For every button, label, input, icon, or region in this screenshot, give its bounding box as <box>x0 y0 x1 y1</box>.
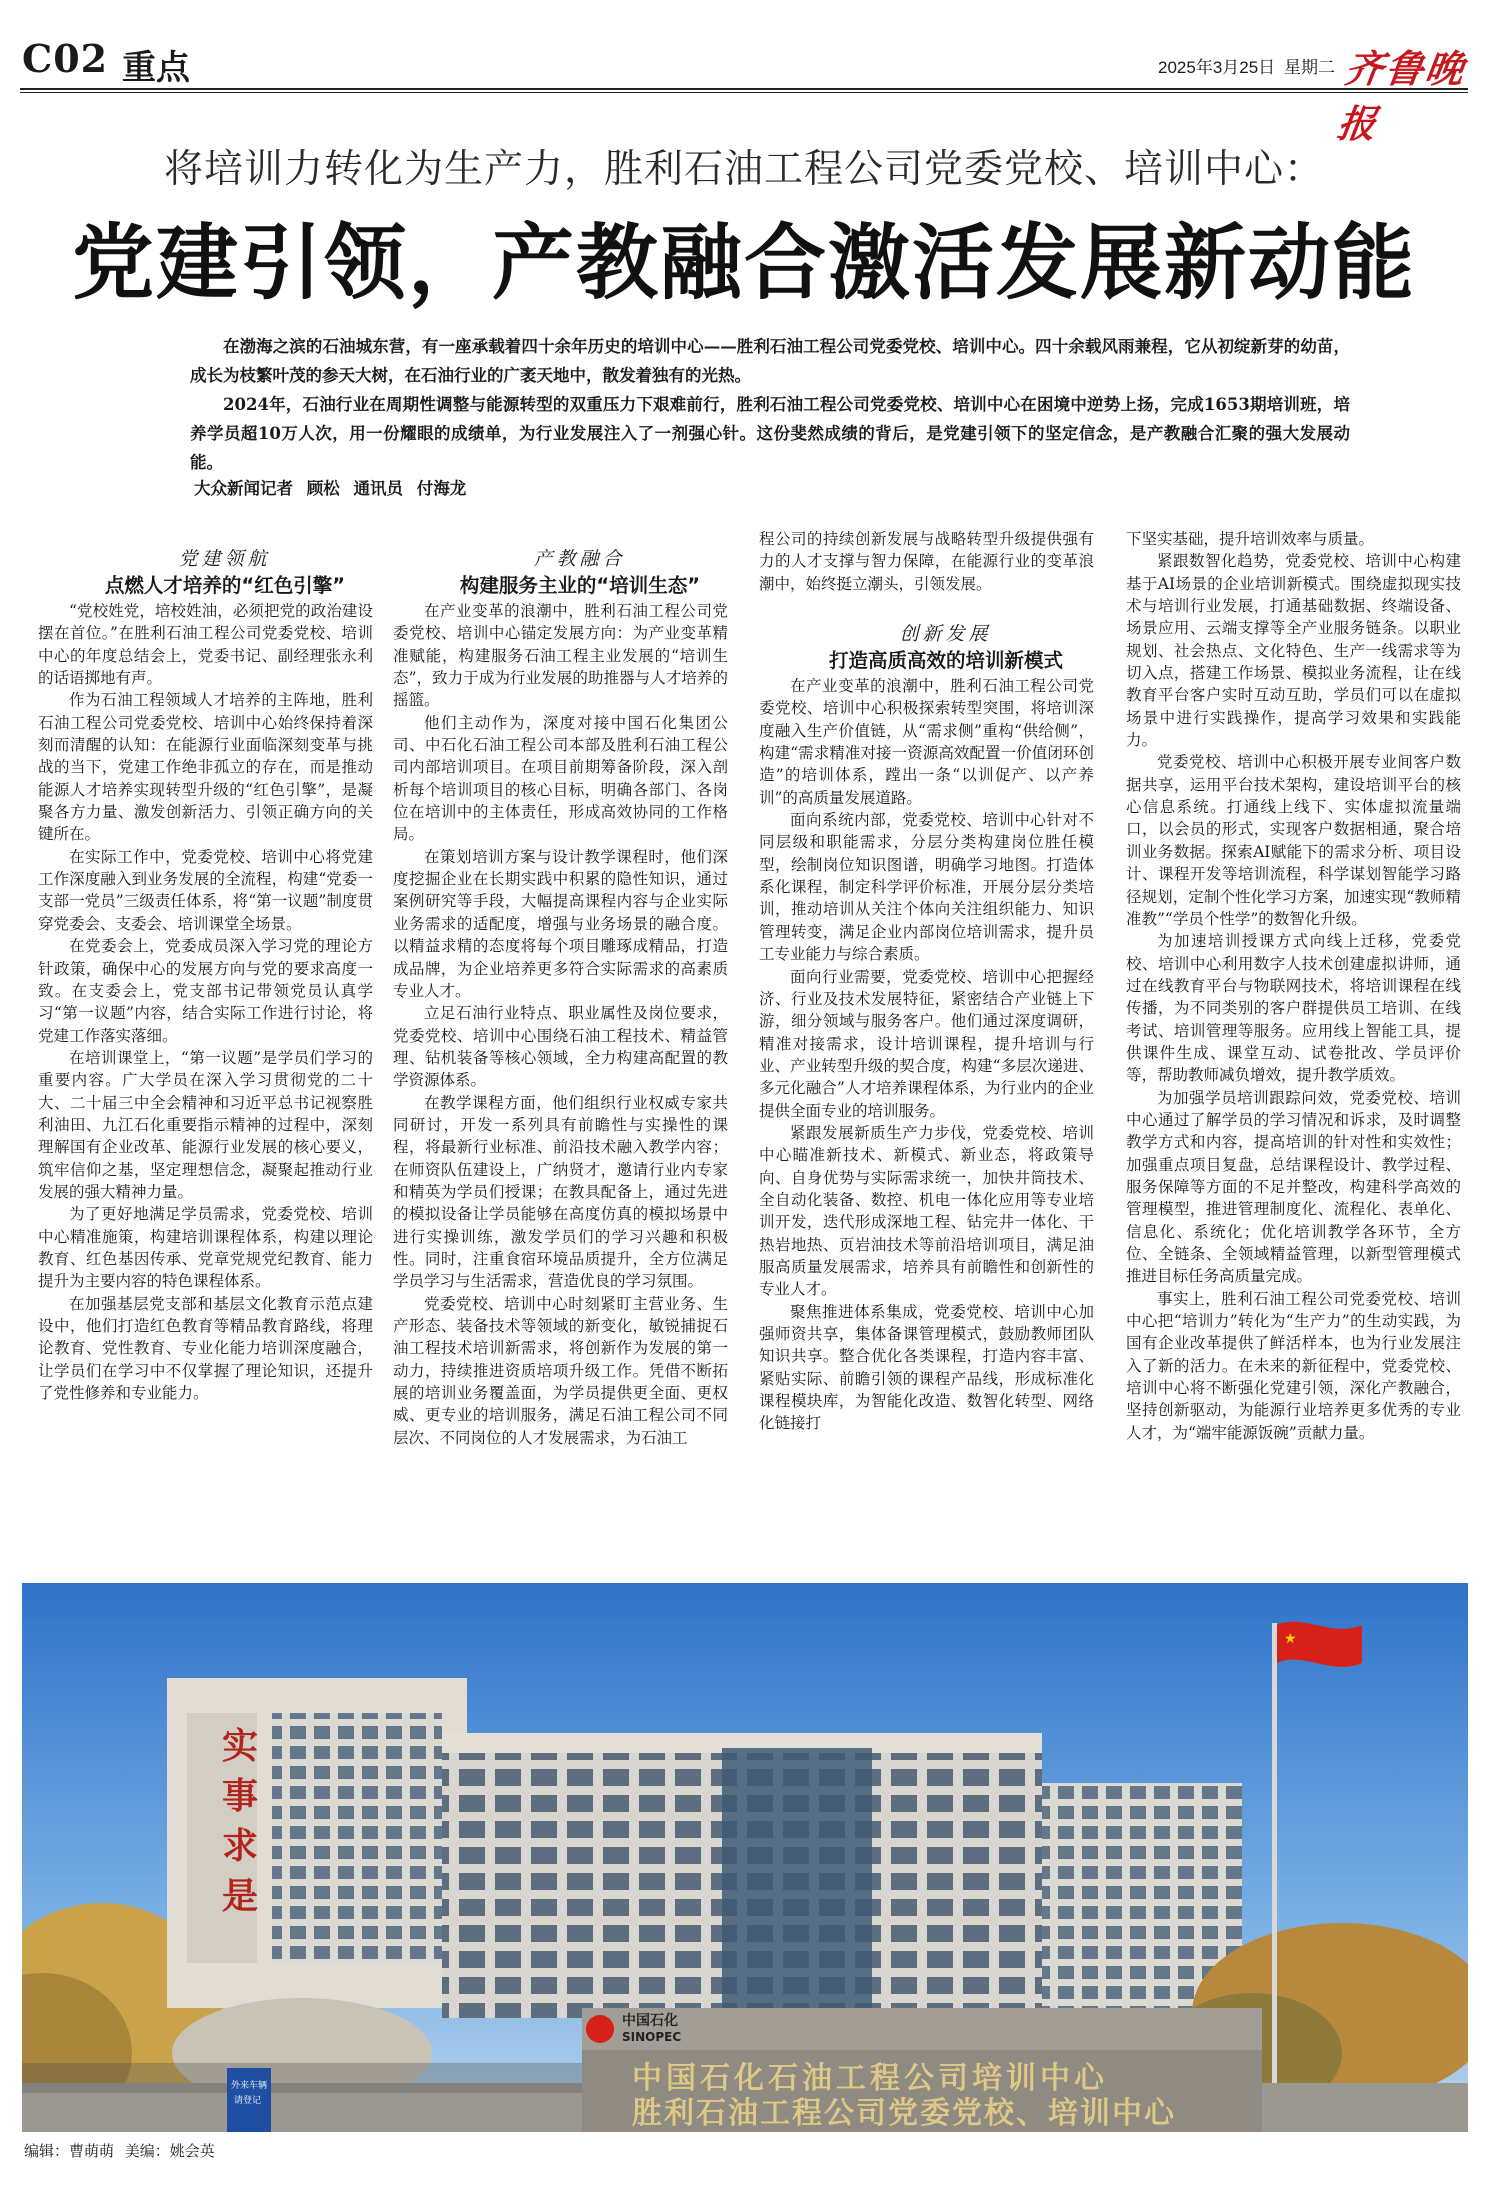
gate-sign-line-2: 胜利石油工程公司党委党校、培训中心 <box>632 2096 1176 2131</box>
section-title: 打造高质高效的培训新模式 <box>828 649 1063 673</box>
page-credits <box>24 2140 221 2161</box>
article-headline: 党建引领，产教融合激活发展新动能 <box>71 216 1416 311</box>
building-slogan-char: 事 <box>222 1775 259 1817</box>
column-1 <box>38 546 373 1404</box>
body-paragraph: 他们主动作为，深度对接中国石化集团公司、中石化石油工程公司本部及胜利石油工程公司内部培训项目。在项目前期筹备阶段，深入剖析每个培训项目的核心目标，明确各部门、各岗位在培训中的主体责任，形成高效协同的工作格局。 <box>393 713 728 844</box>
designer-credit: 美编：姚会英 <box>124 2142 215 2160</box>
header-rule-thin <box>20 92 1468 93</box>
section-title: 点燃人才培养的“红色引擎” <box>104 574 346 597</box>
body-paragraph: “党校姓党，培校姓油，必须把党的政治建设摆在首位。”在胜利石油工程公司党委党校、培训中心的年度总结会上，党委书记、副经理张永利的话语掷地有声。 <box>38 602 373 688</box>
issue-weekday: 星期二 <box>1284 58 1335 78</box>
body-paragraph: 在党委会上，党委成员深入学习党的理论方针政策，确保中心的发展方向与党的要求高度一致。在支委会上，党支部书记带领党员认真学习“第一议题”内容，结合实际工作进行讨论，将党建工作落实落细。 <box>38 937 373 1045</box>
body-paragraph: 面向系统内部，党委党校、培训中心针对不同层级和职能需求，分层分类构建岗位胜任模型，绘制岗位知识图谱，明确学习地图。打造体系化课程，制定科学评价标准，开展分层分类培训，推动培训从关注个体向关注组织能力、知识管理转变，满足企业内部岗位培训需求，提升员工专业能力与综合素质。 <box>759 811 1094 964</box>
svg-text:请登记: 请登记 <box>234 2096 262 2106</box>
body-paragraph: 在实际工作中，党委党校、培训中心将党建工作深度融入到业务发展的全流程，构建“党委一支部一党员”三级责任体系，将“第一议题”制度贯穿党委会、支委会、培训课堂全场景。 <box>38 847 373 933</box>
issue-date: 2025年3月25日 <box>1158 58 1276 77</box>
page-number: C02 <box>22 36 109 81</box>
byline-author: 付海龙 <box>416 479 467 498</box>
body-paragraph: 紧跟发展新质生产力步伐，党委党校、培训中心瞄准新技术、新模式、新业态，将政策导向、自身优势与实际需求统一，加快井筒技术、全自动化装备、数控、机电一体化应用等专业培训开发，迭代形成深地工程、钻完井一体化、干热岩地热、页岩油技术等前沿培训项目，满足油服高质量发展需求，培养具有前瞻性和创新性的专业人才。 <box>759 1123 1094 1299</box>
lead-paragraph: 在渤海之滨的石油城东营，有一座承载着四十余年历史的培训中心——胜利石油工程公司党委党校、培训中心。四十余载风雨兼程，它从初绽新芽的幼苗，成长为枝繁叶茂的参天大树，在石油行业的广袤天地中，散发着独有的光热。 <box>190 337 1350 385</box>
column-2 <box>393 546 728 1449</box>
section-label: 产教融合 <box>533 548 626 570</box>
body-paragraph-continued: 下坚实基础，提升培训效率与质量。 <box>1126 530 1375 548</box>
body-paragraph: 在产业变革的浪潮中，胜利石油工程公司党委党校、培训中心锚定发展方向：为产业变革精准赋能，构建服务石油工程主业发展的“培训生态”，致力于成为行业发展的助推器与人才培养的摇篮。 <box>393 602 728 710</box>
body-paragraph: 在教学课程方面，他们组织行业权威专家共同研讨，开发一系列具有前瞻性与实操性的课程，将最新行业标准、前沿技术融入教学内容；在师资队伍建设上，广纳贤才，邀请行业内专家和精英为学员们授课；在教具配备上，通过先进的模拟设备让学员能够在高度仿真的模拟场景中进行实操训练，激发学员们的学习兴趣和积极性。同时，注重食宿环境品质提升，全方位满足学员学习与生活需求，营造优良的学习氛围。 <box>393 1093 728 1291</box>
body-paragraph: 党委党校、培训中心积极开展专业间客户数据共享，运用平台技术架构，建设培训平台的核心信息系统。打通线上线下、实体虚拟流量端口，以会员的形式，实现客户数据相通，聚合培训业务数据。探索AI赋能下的需求分析、项目设计、课程开发等培训流程，科学谋划智能学习路径规划，定制个性化学习方案，加速实现“教师精准教”“学员个性学”的数智化升级。 <box>1126 753 1461 928</box>
body-paragraph: 聚焦推进体系集成，党委党校、培训中心加强师资共享，集体备课管理模式，鼓励教师团队知识共享。整合优化各类课程，打造内容丰富、紧贴实际、前瞻引领的课程产品线，形成标准化课程模块库，为智能化改造、数智化转型、网络化链接打 <box>759 1302 1094 1433</box>
body-paragraph: 在策划培训方案与设计教学课程时，他们深度挖掘企业在长期实践中积累的隐性知识，通过案例研究等手段，大幅提高课程内容与企业实际业务需求的适配度，增强与业务场景的融合度。以精益求精的态度将每个项目雕琢成精品，打造成品牌，为企业培养更多符合实际需求的高素质专业人才。 <box>393 847 728 1000</box>
svg-text:★: ★ <box>1284 1631 1297 1647</box>
section-name: 重点 <box>122 48 190 88</box>
byline <box>194 475 474 499</box>
flagpole <box>1272 1623 1277 2103</box>
training-center-photo <box>22 1583 1468 2132</box>
body-paragraph: 为加速培训授课方式向线上迁移，党委党校、培训中心利用数字人技术创建虚拟讲师，通过在线教育平台与物联网技术，将培训课程在线传播，为不同类别的客户群提供员工培训、在线考试、培训管理等服务。应用线上智能工具，提供课件生成、课堂互动、试卷批改、学员评价等，帮助教师减负增效，提升教学质效。 <box>1126 932 1461 1085</box>
building-slogan-char: 求 <box>222 1825 259 1867</box>
newspaper-logo: 齐鲁晚报 <box>1334 46 1469 146</box>
svg-text:外来车辆: 外来车辆 <box>231 2081 268 2091</box>
column-4 <box>1126 528 1461 1444</box>
article-lead <box>190 332 1350 477</box>
byline-role: 通讯员 <box>353 479 403 498</box>
gate-sign-line-1: 中国石化石油工程公司培训中心 <box>632 2061 1108 2096</box>
byline-author: 顾松 <box>306 479 340 498</box>
body-paragraph-continued: 程公司的持续创新发展与战略转型升级提供强有力的人才支撑与智力保障，在能源行业的变革浪潮中，始终挺立潮头，引领发展。 <box>759 530 1094 593</box>
header-rule <box>20 88 1468 90</box>
building-slogan-char: 实 <box>222 1725 259 1767</box>
section-label: 党建领航 <box>178 548 271 570</box>
article-kicker: 将培训力转化为生产力，胜利石油工程公司党委党校、培训中心： <box>163 147 1324 192</box>
section-label: 创新发展 <box>899 623 992 646</box>
body-paragraph: 作为石油工程领域人才培养的主阵地，胜利石油工程公司党委党校、培训中心始终保持着深刻而清醒的认知：在能源行业面临深刻变革与挑战的当下，党建工作绝非孤立的存在，而是推动能源人才培养实现转型升级的“红色引擎”，是凝聚各方力量、激发创新活力、引领正确方向的关键所在。 <box>38 691 373 844</box>
body-paragraph: 事实上，胜利石油工程公司党委党校、培训中心把“培训力”转化为“生产力”的生动实践，为国有企业改革提供了鲜活样本，也为行业发展注入了新的活力。在未来的新征程中，党委党校、培训中心将不断强化党建引领，深化产教融合，坚持创新驱动，为能源行业培养更多优秀的专业人才，为“端牢能源饭碗”贡献力量。 <box>1126 1289 1461 1442</box>
body-paragraph: 紧跟数智化趋势，党委党校、培训中心构建基于AI场景的企业培训新模式。围绕虚拟现实技术与培训行业发展，打通基础数据、终端设备、场景应用、云端支撑等全产业服务链条。以职业规划、社会热点、文化特色、生产一线需求等为切入点，搭建工作场景、模拟业务流程，让在线教育平台客户实时互动互助，学员们可以在虚拟场景中进行实践操作，提高学习效果和实践能力。 <box>1126 552 1461 750</box>
body-paragraph: 党委党校、培训中心时刻紧盯主营业务、生产形态、装备技术等领域的新变化，敏锐捕捉石油工程技术培训新需求，将创新作为发展的第一动力，持续推进资质培项升级工作。凭借不断拓展的培训业务覆盖面，为学员提供更全面、更权威、更专业的培训服务，满足石油工程公司不同层次、不同岗位的人才发展需求，为石油工 <box>393 1294 728 1447</box>
editor-credit: 编辑：曹萌萌 <box>24 2142 115 2160</box>
body-paragraph: 为了更好地满足学员需求，党委党校、培训中心精准施策，构建培训课程体系，构建以理论教育、红色基因传承、党章党规党纪教育、能力提升为主要内容的特色课程体系。 <box>38 1205 373 1291</box>
lead-paragraph: 2024年，石油行业在周期性调整与能源转型的双重压力下艰难前行，胜利石油工程公司党委党校、培训中心在困境中逆势上扬，完成1653期培训班，培养学员超10万人次，用一份耀眼的成绩单，为行业发展注入了一剂强心针。这份斐然成绩的背后，是党建引领下的坚定信念，是产教融合汇聚的强大发展动能。 <box>190 395 1350 472</box>
byline-role: 大众新闻记者 <box>194 479 293 498</box>
sinopec-name-en: SINOPEC <box>622 2030 682 2044</box>
body-paragraph: 在加强基层党支部和基层文化教育示范点建设中，他们打造红色教育等精品教育路线，将理论教育、党性教育、专业化能力培训深度融合，让学员们在学习中不仅掌握了理论知识，还提升了党性修养和专业能力。 <box>38 1294 373 1403</box>
body-paragraph: 为加强学员培训跟踪问效，党委党校、培训中心通过了解学员的学习情况和诉求，及时调整教学方式和内容，提高培训的针对性和实效性；加强重点项目复盘，总结课程设计、教学过程、服务保障等方面的不足并整改，构建科学高效的管理模型，推进管理制度化、流程化、表单化、信息化、系统化；优化培训教学各环节，全方位、全链条、全领域精益管理，以新型管理模式推进目标任务高质量完成。 <box>1126 1088 1461 1286</box>
section-title: 构建服务主业的“培训生态” <box>459 574 701 597</box>
column-3 <box>759 528 1094 1435</box>
body-paragraph: 立足石油行业特点、职业属性及岗位要求，党委党校、培训中心围绕石油工程技术、精益管理、钻机装备等核心领域，全力构建高配置的教学资源体系。 <box>393 1004 728 1090</box>
body-paragraph: 在产业变革的浪潮中，胜利石油工程公司党委党校、培训中心积极探索转型突围，将培训深度融入生产价值链，从“需求侧”重构“供给侧”，构建“需求精准对接一资源高效配置一价值闭环创造”的培训体系，蹚出一条“以训促产、以产养训”的高质量发展道路。 <box>759 677 1094 807</box>
sinopec-logo-icon <box>586 2015 614 2043</box>
body-paragraph: 面向行业需要，党委党校、培训中心把握经济、行业及技术发展特征，紧密结合产业链上下游，细分领域与服务客户。他们通过深度调研，精准对接需求，设计培训课程，提升培训与行业、产业转型升级的契合度，构建“多层次递进、多元化融合”人才培养课程体系，为行业内的企业提供全面专业的培训服务。 <box>759 967 1094 1120</box>
body-paragraph: 在培训课堂上，“第一议题”是学员们学习的重要内容。广大学员在深入学习贯彻党的二十大、二十届三中全会精神和习近平总书记视察胜利油田、九江石化重要指示精神的过程中，深刻理解国有企业改革、能源行业发展的核心要义，筑牢信仰之基，坚定理想信念，凝聚起推动行业发展的强大精神力量。 <box>38 1048 373 1201</box>
building-slogan-char: 是 <box>222 1875 259 1917</box>
sinopec-name-cn: 中国石化 <box>622 2013 678 2029</box>
